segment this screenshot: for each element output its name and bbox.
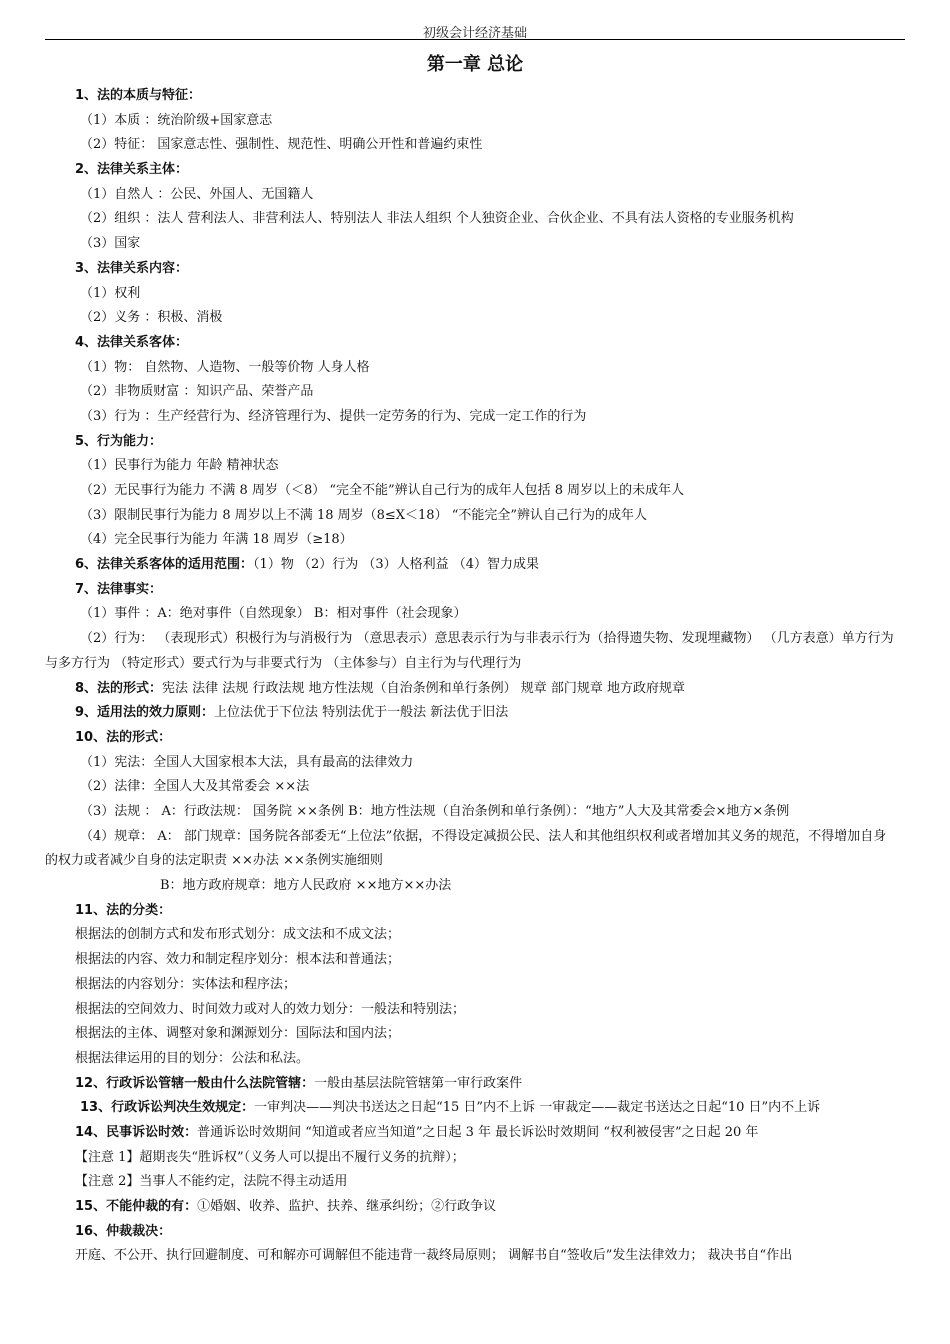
heading-label: 15、不能仲裁的有： [75,1199,198,1215]
heading-label: 8、法的形式： [75,680,163,696]
section-heading [0,578,950,603]
heading-label: 13、行政诉讼判决生效规定： [80,1100,255,1116]
text-line: 【注意 1】超期丧失“胜诉权”（义务人可以提出不履行义务的抗辩）； [75,1149,465,1165]
text-line: 根据法的内容划分：实体法和程序法； [75,976,297,992]
section-heading [0,1096,950,1121]
heading-label: 12、行政诉讼管辖一般由什么法院管辖： [75,1075,315,1091]
text-line: 开庭、不公开、执行回避制度、可和解亦可调解但不能违背一裁终局原则； 调解书自“签收后”发生法律效力； 裁决书自“作出 [75,1248,793,1264]
section-heading [0,1072,950,1097]
document-body [0,84,950,1269]
text-line: （3）国家 [80,236,141,252]
section-heading [0,701,950,726]
text-line: B：地方政府规章：地方人民政府 ××地方××办法 [160,878,452,894]
heading-text: （1）物 （2）行为 （3）人格利益 （4）智力成果 [253,557,540,573]
section-heading [0,899,950,924]
text-line: 根据法的内容、效力和制定程序划分：根本法和普通法； [75,952,401,968]
heading-label: 14、民事诉讼时效： [75,1124,198,1140]
text-line: （1）本质 ：统治阶级+国家意志 [80,112,273,128]
text-line: （2）特征： 国家意志性、强制性、规范性、明确公开性和普遍约束性 [80,137,483,153]
section-heading [0,1121,950,1146]
text-line: （1）自然人 ：公民、外国人、无国籍人 [80,186,314,202]
text-line: （4）完全民事行为能力 年满 18 周岁（≥18） [80,532,353,548]
text-line: 【注意 2】当事人不能约定，法院不得主动适用 [75,1174,348,1190]
text-line: （1）民事行为能力 年龄 精神状态 [80,458,279,474]
paragraph: （4）规章： A： 部门规章：国务院各部委无“上位法”依据，不得设定减损公民、法人和其他组织权利或者增加其义务的规范，不得增加自身的权力或者减少自身的法定职责 ××办法 ××条例实施细则 [45,828,887,869]
heading-label: 16、仲裁裁决： [75,1223,172,1239]
heading-label: 4、法律关系客体： [75,334,189,350]
text-line: （3）限制民事行为能力 8 周岁以上不满 18 周岁（8≤X＜18） “不能完全”辨认自己行为的成年人 [80,507,647,523]
chapter-title: 第一章 总论 [426,54,524,75]
section-heading [0,84,950,109]
text-line: 根据法的创制方式和发布形式划分：成文法和不成文法； [75,927,401,943]
heading-label: 2、法律关系主体： [75,162,189,178]
text-line: （1）宪法：全国人大国家根本大法，具有最高的法律效力 [80,754,414,770]
section-heading [0,1220,950,1245]
heading-text: 上位法优于下位法 特别法优于一般法 新法优于旧法 [214,705,509,721]
text-line: 根据法律运用的目的划分：公法和私法。 [75,1050,310,1066]
section-heading [0,430,950,455]
heading-text: 一审判决——判决书送达之日起“15 日”内不上诉 一审裁定——裁定书送达之日起“10 日”内不上诉 [254,1100,821,1116]
running-header: 初级会计经济基础 [422,26,527,41]
text-line: （2）组织 ：法人 营利法人、非营利法人、特别法人 非法人组织 个人独资企业、合伙企业、不具有法人资格的专业服务机构 [80,211,794,227]
section-heading [0,553,950,578]
section-heading [0,257,950,282]
text-line: 根据法的主体、调整对象和渊源划分：国际法和国内法； [75,1026,401,1042]
heading-label: 9、适用法的效力原则： [75,705,215,721]
text-line: （2）无民事行为能力 不满 8 周岁（＜8） “完全不能”辨认自己行为的成年人包括 8 周岁以上的未成年人 [80,483,685,498]
text-line: （2）法律：全国人大及其常委会 ××法 [80,779,310,795]
heading-label: 7、法律事实： [75,581,163,597]
text-line: （2）非物质财富 ：知识产品、荣誉产品 [80,384,314,400]
heading-label: 5、行为能力： [75,433,163,449]
heading-label: 6、法律关系客体的适用范围： [75,557,254,573]
text-line: （3）行为 ：生产经营行为、经济管理行为、提供一定劳务的行为、完成一定工作的行为 [80,408,587,424]
section-heading [0,158,950,183]
heading-text: ①婚姻、收养、监护、扶养、继承纠纷；②行政争议 [197,1199,497,1215]
section-heading [0,726,950,751]
text-line: （1）权利 [80,285,141,301]
heading-label: 3、法律关系内容： [75,260,189,276]
heading-label: 1、法的本质与特征： [75,88,202,103]
heading-label: 11、法的分类： [75,902,172,918]
text-line: （1）物： 自然物、人造物、一般等价物 人身人格 [80,359,370,375]
text-line: （2）义务 ：积极、消极 [80,310,223,326]
header-rule [45,39,905,40]
section-heading [0,677,950,702]
paragraph: （2）行为： （表现形式）积极行为与消极行为 （意思表示）意思表示行为与非表示行为（拾得遗失物、发现埋藏物） （几方表意）单方行为与多方行为 （特定形式）要式行为与非要式行为 （主体参与）自主行为与代理行为 [45,631,894,671]
section-heading [0,331,950,356]
heading-text: 一般由基层法院管辖第一审行政案件 [314,1075,523,1091]
heading-label: 10、法的形式： [75,729,172,745]
heading-text: 普通诉讼时效期间 “知道或者应当知道”之日起 3 年 最长诉讼时效期间 “权利被侵害”之日起 20 年 [197,1124,759,1140]
text-line: （3）法规 ： A：行政法规： 国务院 ××条例 B：地方性法规（自治条例和单行条例）：“地方”人大及其常委会×地方×条例 [80,803,790,819]
text-line: （1）事件 ：A：绝对事件（自然现象） B：相对事件（社会现象） [80,606,467,622]
heading-text: 宪法 法律 法规 行政法规 地方性法规（自治条例和单行条例） 规章 部门规章 地方政府规章 [162,680,685,696]
section-heading [0,1195,950,1220]
text-line: 根据法的空间效力、时间效力或对人的效力划分：一般法和特别法； [75,1001,466,1017]
